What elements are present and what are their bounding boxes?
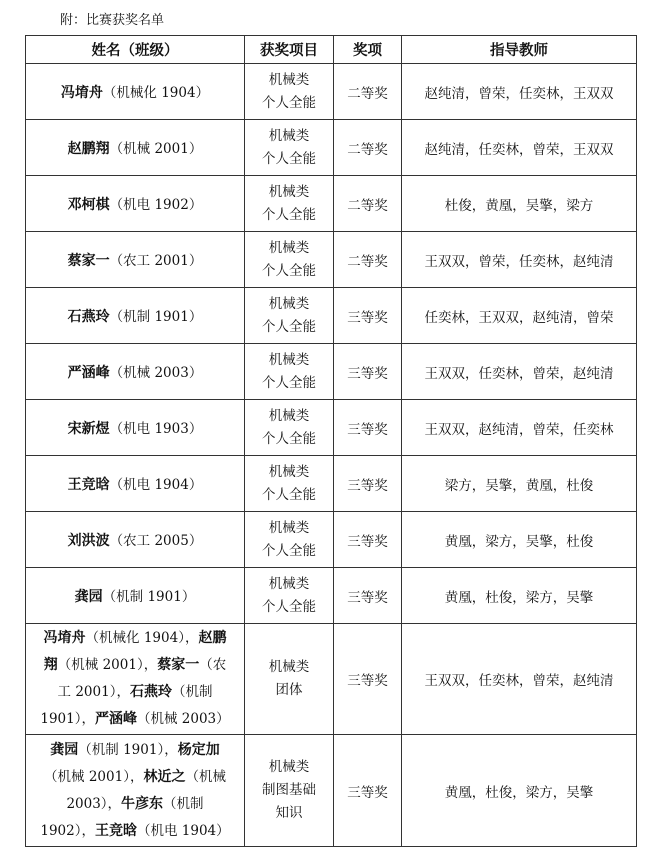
- student-class: （机制 1901），: [78, 741, 178, 758]
- student-class: （机电 1902）: [109, 197, 203, 213]
- student-name: 牛彦东: [121, 795, 164, 812]
- project-line: 个人全能: [262, 598, 316, 615]
- project-line: 个人全能: [262, 430, 316, 447]
- student-class: 1901），: [40, 711, 95, 727]
- student-class: （机械化 1904），: [85, 630, 199, 646]
- team-members-line: [32, 652, 238, 679]
- teachers-cell: 杜俊，黄凰，吴擎，梁方: [402, 176, 637, 232]
- student-name: 宋新煜: [67, 421, 110, 437]
- page-caption: 附：比赛获奖名单: [60, 13, 165, 28]
- table-row: [26, 735, 637, 847]
- team-members-cell: [26, 735, 245, 847]
- teachers-cell: 黄凰，杜俊，梁方，吴擎: [402, 735, 637, 847]
- teachers-cell: 王双双，任奕林，曾荣，赵纯清: [402, 344, 637, 400]
- student-name: 林近之: [143, 768, 186, 785]
- header-teachers: 指导教师: [402, 36, 637, 64]
- team-members-line: [32, 818, 238, 845]
- student-class: （机制 1901）: [109, 309, 203, 325]
- student-class: （机电 1904）: [136, 822, 230, 839]
- project-line: 个人全能: [262, 94, 316, 111]
- project-line: 个人全能: [262, 262, 316, 279]
- project-line: 机械类: [268, 127, 310, 144]
- project-cell: [245, 456, 334, 512]
- teachers-cell: 梁方，吴擎，黄凰，杜俊: [402, 456, 637, 512]
- award-cell: 三等奖: [334, 568, 402, 624]
- student-class: 工 2001），: [57, 684, 130, 700]
- header-project: 获奖项目: [245, 36, 334, 64]
- project-cell: [245, 64, 334, 120]
- name-class-cell: [26, 400, 245, 456]
- project-line: 个人全能: [262, 374, 316, 391]
- project-cell: [245, 288, 334, 344]
- project-line: 制图基础: [262, 782, 316, 798]
- project-line: 机械类: [268, 519, 310, 536]
- student-name: 龚园: [50, 741, 79, 758]
- teachers-cell: 黄凰，杜俊，梁方，吴擎: [402, 568, 637, 624]
- table-row: [26, 64, 637, 120]
- student-name: 赵鹏翔: [67, 141, 110, 157]
- student-name: 严涵峰: [94, 711, 137, 727]
- student-class: （机电 1903）: [109, 421, 203, 437]
- teachers-cell: 黄凰，梁方，吴擎，杜俊: [402, 512, 637, 568]
- project-cell: [245, 568, 334, 624]
- project-line: 知识: [275, 805, 303, 821]
- table-row: [26, 344, 637, 400]
- project-line: 机械类: [268, 351, 310, 368]
- award-cell: 三等奖: [334, 344, 402, 400]
- student-name: 邓柯棋: [67, 197, 110, 213]
- student-name: 蔡家一: [67, 253, 110, 269]
- table-header-row: [26, 36, 637, 64]
- team-members-cell: [26, 624, 245, 735]
- award-cell: 三等奖: [334, 400, 402, 456]
- project-line: 个人全能: [262, 542, 316, 559]
- table-row: [26, 568, 637, 624]
- student-name: 蔡家一: [157, 657, 200, 673]
- student-name: 石燕玲: [129, 684, 172, 700]
- award-cell: 三等奖: [334, 456, 402, 512]
- table-row: [26, 624, 637, 735]
- student-name: 杨定加: [177, 741, 220, 758]
- student-class: 2003），: [66, 795, 122, 812]
- table-row: [26, 120, 637, 176]
- student-name: 王竞晗: [67, 477, 110, 493]
- award-cell: 二等奖: [334, 64, 402, 120]
- student-class: （机制: [163, 795, 204, 812]
- project-cell: [245, 735, 334, 847]
- student-name: 刘洪波: [67, 533, 110, 549]
- table-row: [26, 456, 637, 512]
- project-line: 个人全能: [262, 206, 316, 223]
- table-row: [26, 400, 637, 456]
- student-class: 1902），: [40, 822, 95, 839]
- header-name-class: 姓名（班级）: [26, 36, 245, 64]
- award-cell: 二等奖: [334, 120, 402, 176]
- teachers-cell: 王双双，曾荣，任奕林，赵纯清: [402, 232, 637, 288]
- project-line: 机械类: [268, 295, 310, 312]
- award-cell: 三等奖: [334, 624, 402, 735]
- teachers-cell: 王双双，赵纯清，曾荣，任奕林: [402, 400, 637, 456]
- project-line: 机械类: [268, 71, 310, 88]
- name-class-cell: [26, 288, 245, 344]
- student-class: （机械 2003）: [109, 365, 203, 381]
- award-cell: 二等奖: [334, 176, 402, 232]
- project-line: 个人全能: [262, 486, 316, 503]
- student-class: （机电 1904）: [109, 477, 203, 493]
- student-class: （机械 2001），: [44, 768, 144, 785]
- student-name: 严涵峰: [67, 365, 110, 381]
- project-line: 机械类: [268, 239, 310, 256]
- student-name: 石燕玲: [67, 309, 110, 325]
- project-cell: [245, 120, 334, 176]
- name-class-cell: [26, 512, 245, 568]
- table-body: [26, 64, 637, 847]
- project-line: 机械类: [268, 407, 310, 424]
- project-line: 个人全能: [262, 318, 316, 335]
- team-members-line: [32, 791, 238, 818]
- project-line: 机械类: [268, 575, 310, 592]
- name-class-cell: [26, 232, 245, 288]
- teachers-cell: 王双双，任奕林，曾荣，赵纯清: [402, 624, 637, 735]
- student-class: （机制: [171, 684, 213, 700]
- header-award: 奖项: [334, 36, 402, 64]
- student-name: 翔: [43, 657, 58, 673]
- project-cell: [245, 624, 334, 735]
- table-row: [26, 176, 637, 232]
- student-class: （机械 2003）: [136, 711, 230, 727]
- award-cell: 二等奖: [334, 232, 402, 288]
- project-line: 团体: [275, 682, 303, 698]
- table-row: [26, 512, 637, 568]
- project-line: 个人全能: [262, 150, 316, 167]
- student-name: 龚园: [74, 589, 103, 605]
- project-line: 机械类: [268, 759, 310, 775]
- student-name: 冯堉舟: [43, 630, 86, 646]
- teachers-cell: 赵纯清，曾荣，任奕林，王双双: [402, 64, 637, 120]
- team-members-line: [32, 706, 238, 733]
- name-class-cell: [26, 568, 245, 624]
- project-cell: [245, 176, 334, 232]
- project-line: 机械类: [268, 463, 310, 480]
- award-cell: 三等奖: [334, 735, 402, 847]
- student-class: （农: [199, 657, 227, 673]
- student-class: （农工 2001）: [109, 253, 203, 269]
- teachers-cell: 赵纯清，任奕林，曾荣，王双双: [402, 120, 637, 176]
- award-cell: 三等奖: [334, 288, 402, 344]
- student-class: （机械化 1904）: [102, 85, 210, 101]
- name-class-cell: [26, 176, 245, 232]
- award-table: [25, 35, 637, 847]
- student-class: （机械: [185, 768, 226, 785]
- project-cell: [245, 512, 334, 568]
- student-class: （机械 2001），: [57, 657, 158, 673]
- student-class: （机制 1901）: [102, 589, 196, 605]
- table-row: [26, 288, 637, 344]
- project-cell: [245, 400, 334, 456]
- name-class-cell: [26, 456, 245, 512]
- teachers-cell: 任奕林，王双双，赵纯清，曾荣: [402, 288, 637, 344]
- student-name: 赵鹏: [198, 630, 227, 646]
- student-class: （机械 2001）: [109, 141, 203, 157]
- table-row: [26, 232, 637, 288]
- project-line: 机械类: [268, 659, 310, 675]
- student-class: （农工 2005）: [109, 533, 203, 549]
- name-class-cell: [26, 64, 245, 120]
- award-cell: 三等奖: [334, 512, 402, 568]
- team-members-line: [32, 625, 238, 652]
- project-cell: [245, 232, 334, 288]
- student-name: 冯堉舟: [60, 85, 103, 101]
- team-members-line: [32, 737, 238, 764]
- name-class-cell: [26, 344, 245, 400]
- student-name: 王竞晗: [94, 822, 137, 839]
- project-cell: [245, 344, 334, 400]
- project-line: 机械类: [268, 183, 310, 200]
- name-class-cell: [26, 120, 245, 176]
- team-members-line: [32, 679, 238, 706]
- team-members-line: [32, 764, 238, 791]
